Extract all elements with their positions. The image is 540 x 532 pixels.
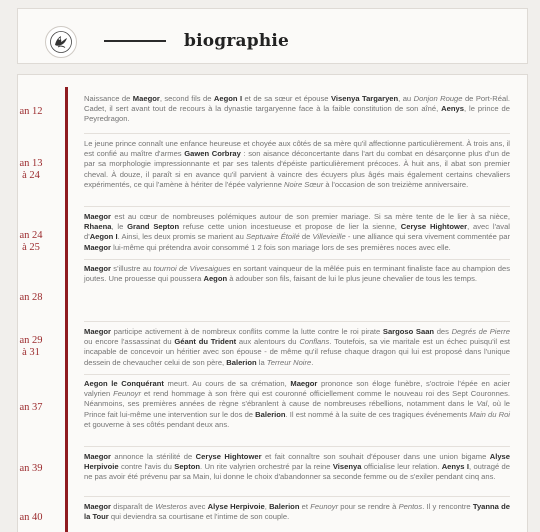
entry-text: [84, 327, 510, 368]
text-run: de: [299, 232, 313, 242]
entry-divider: [84, 321, 510, 322]
entry-year: an 37: [19, 402, 43, 413]
text-run: pour se rendre à: [338, 502, 399, 511]
entry-year: an 28: [19, 292, 43, 303]
entry-text: [84, 264, 510, 284]
entry-year: an 40: [19, 512, 43, 523]
text-run: . Il y rencontre: [422, 502, 473, 511]
text-run: ,: [264, 502, 270, 511]
text-run: , outragé de ne pas avoir été prévenu par sa Main, lui donne le choix d'abandonner sa seconde femme ou de s'exiler pendant cinq ans.: [84, 462, 511, 482]
entry-year: an 39: [19, 463, 43, 474]
text-run: , le prince de Peyredragon.: [84, 104, 510, 124]
text-run: la: [256, 357, 267, 367]
name-highlight: Maegor: [84, 242, 112, 252]
entry-text: [84, 94, 510, 125]
name-highlight: Aenys I: [441, 462, 469, 472]
name-highlight: Maegor: [84, 452, 112, 461]
page-title: biographie: [184, 31, 290, 51]
text-run: et fait connaître son souhait d'épouser dans une union bigame: [261, 452, 490, 461]
text-run: qui deviendra sa courtisane et l'intime de son couple.: [108, 512, 290, 522]
text-run: meurt. Au cours de sa crémation,: [163, 379, 291, 388]
text-run: , où le Prince fait lui-même une intervention sur le dos de: [84, 399, 511, 419]
text-run: prononce son éloge funèbre, s'octroie l'épée en acier valyrien: [84, 379, 510, 399]
entry-divider: [84, 496, 510, 497]
entry-text: [84, 502, 510, 522]
text-run: en sortant vainqueur de la mêlée puis en terminant finaliste face au champion des joutes. Une prouesse qui poussera: [84, 264, 510, 284]
name-highlight: Gawen Corbray: [184, 149, 241, 159]
place-emphasis: Terreur Noire: [266, 357, 312, 367]
text-run: à l'occasion de son treizième anniversaire.: [323, 179, 469, 189]
place-emphasis: Pentos: [398, 502, 423, 511]
place-emphasis: Westeros: [155, 502, 188, 511]
text-run: et rend hommage à son frère qui est couronné officiellement comme le nouveau roi des Sept Couronnes. Néanmoins, ses premières années de règne s'ébranlent à cause de nombreuses rébellions, notamment dans le: [84, 389, 511, 409]
text-run: des: [434, 327, 452, 336]
entry-text: [84, 212, 510, 253]
text-run: avec: [187, 502, 208, 511]
entry-divider: [84, 206, 510, 207]
text-run: et de sa sœur et épouse: [242, 94, 331, 103]
text-run: Le jeune prince connaît une enfance heureuse et choyée aux côtés de sa mère qu'il affectionne particulièrement. À trois ans, il est confié au maître d'armes: [84, 139, 510, 159]
text-run: , le: [111, 222, 128, 232]
name-highlight: Alyse Herpivoie: [84, 452, 510, 472]
place-emphasis: Feunoyr: [113, 389, 141, 399]
timeline-line: [65, 87, 68, 532]
text-run: . Toutefois, sa vie maritale est un échec puisqu'il est incapable de concevoir un héritier avec son épouse - de même qu'il refuse chaque dragon qui lui est proposé dans l'unique dessein de chevaucher celui de son père,: [84, 337, 510, 367]
name-highlight: Maegor: [84, 327, 112, 336]
entry-text: [84, 139, 510, 190]
text-run: s'illustre au: [111, 264, 154, 273]
entry-year: an 12: [19, 106, 43, 117]
text-run: à adouber son fils, faisant de lui le plus jeune chevalier de tous les temps.: [227, 274, 477, 284]
place-emphasis: Conflans: [299, 337, 330, 347]
name-highlight: Ceryse Hightower: [400, 222, 468, 232]
name-highlight: Maegor: [84, 502, 112, 511]
name-highlight: Septon: [174, 462, 200, 472]
name-highlight: Ceryse Hightower: [195, 452, 262, 461]
entry-divider: [84, 259, 510, 260]
entry-year: an 29 à 31: [19, 335, 43, 358]
text-run: participe activement à de nombreux conflits comme la lutte contre le roi pirate: [111, 327, 383, 336]
text-run: ou encore l'assassinat du: [84, 337, 175, 347]
text-run: refuse cette union incestueuse et propose de lier la sienne,: [179, 222, 401, 232]
name-highlight: Maegor: [84, 212, 112, 221]
text-run: et: [299, 502, 311, 511]
name-highlight: Aegon I: [89, 232, 118, 242]
place-emphasis: Main du Roi: [469, 409, 510, 419]
text-run: . Ainsi, les deux promis se marient au: [117, 232, 247, 242]
name-highlight: Grand Septon: [127, 222, 180, 232]
text-run: aux alentours du: [236, 337, 300, 347]
place-emphasis: Septuaire Étoilé: [246, 232, 300, 242]
text-run: Naissance de: [84, 94, 133, 103]
text-run: lui-même qui prétendra avoir consommé 1 2 fois son mariage lors de ses premières noces avec elle.: [111, 242, 451, 252]
name-highlight: Aegon I: [213, 94, 243, 103]
text-run: : son aisance déconcertante dans l'art du combat en désarçonne plus d'un de par sa morphologie impressionnante et par ses talents d'épéiste particulièrement précoces. À huit ans, il abat son premier cheval. À douze, il paraît si en avance qu'il parvient à vaincre des écuyers plus âgés mais également certains chevaliers expérimentés, ce qui l'amène à hériter de l'épée valyrienne: [84, 149, 510, 189]
text-run: disparaît de: [111, 502, 156, 511]
text-run: , au: [398, 94, 414, 103]
entry-divider: [84, 133, 510, 134]
place-emphasis: Noire Sœur: [284, 179, 324, 189]
text-run: . Un rite valyrien orchestré par la reine: [200, 462, 333, 472]
place-emphasis: Degrés de Pierre: [451, 327, 510, 336]
name-highlight: Maegor: [132, 94, 160, 103]
entry-text: [84, 379, 510, 430]
text-run: , second fils de: [159, 94, 214, 103]
place-emphasis: Feunoyr: [310, 502, 339, 511]
text-run: est au cœur de nombreuses polémiques autour de son premier mariage. Si sa mère tente de le lier à sa nièce,: [111, 212, 510, 221]
entry-year: an 13 à 24: [19, 158, 43, 181]
name-highlight: Tyanna de la Tour: [84, 502, 510, 522]
text-run: contre l'avis du: [118, 462, 175, 472]
name-highlight: Balerion: [269, 502, 300, 511]
name-highlight: Aenys: [441, 104, 464, 114]
text-run: officialise leur relation.: [361, 462, 442, 472]
name-highlight: Balerion: [255, 409, 286, 419]
entry-divider: [84, 446, 510, 447]
name-highlight: Maegor: [290, 379, 318, 388]
name-highlight: Géant du Trident: [174, 337, 237, 347]
dragon-sigil-icon: [45, 26, 77, 58]
place-emphasis: tournoi de Vivesaigues: [153, 264, 231, 273]
name-highlight: Visenya: [332, 462, 362, 472]
name-highlight: Balerion: [226, 357, 257, 367]
entry-year: an 24 à 25: [19, 230, 43, 253]
name-highlight: Maegor: [84, 264, 112, 273]
place-emphasis: Villevieille: [312, 232, 346, 242]
entry-divider: [84, 374, 510, 375]
text-run: et gouverne à ses côtés pendant deux ans.: [84, 419, 230, 429]
name-highlight: Rhaena: [84, 222, 112, 232]
place-emphasis: Val: [476, 399, 488, 409]
entry-text: [84, 452, 510, 483]
text-run: annonce la stérilité de: [111, 452, 196, 461]
name-highlight: Aegon: [203, 274, 228, 284]
header-panel: [17, 8, 528, 64]
text-run: .: [311, 357, 314, 367]
text-run: - une alliance qui sera vivement commentée par: [345, 232, 511, 242]
text-run: de Port-Réal. Cadet, il sert avant tout de recours à la dynastie targaryenne face à la faible constitution de son aîné,: [84, 94, 511, 114]
text-run: . Il est nommé à la suite de ces tragiques événements: [285, 409, 470, 419]
header-rule: [104, 40, 166, 42]
name-highlight: Aegon le Conquérant: [84, 379, 164, 388]
name-highlight: Visenya Targaryen: [330, 94, 399, 103]
name-highlight: Sargoso Saan: [382, 327, 435, 336]
text-run: , avec l'aval d': [84, 222, 510, 242]
place-emphasis: Donjon Rouge: [413, 94, 463, 103]
name-highlight: Alyse Herpivoie: [207, 502, 265, 511]
